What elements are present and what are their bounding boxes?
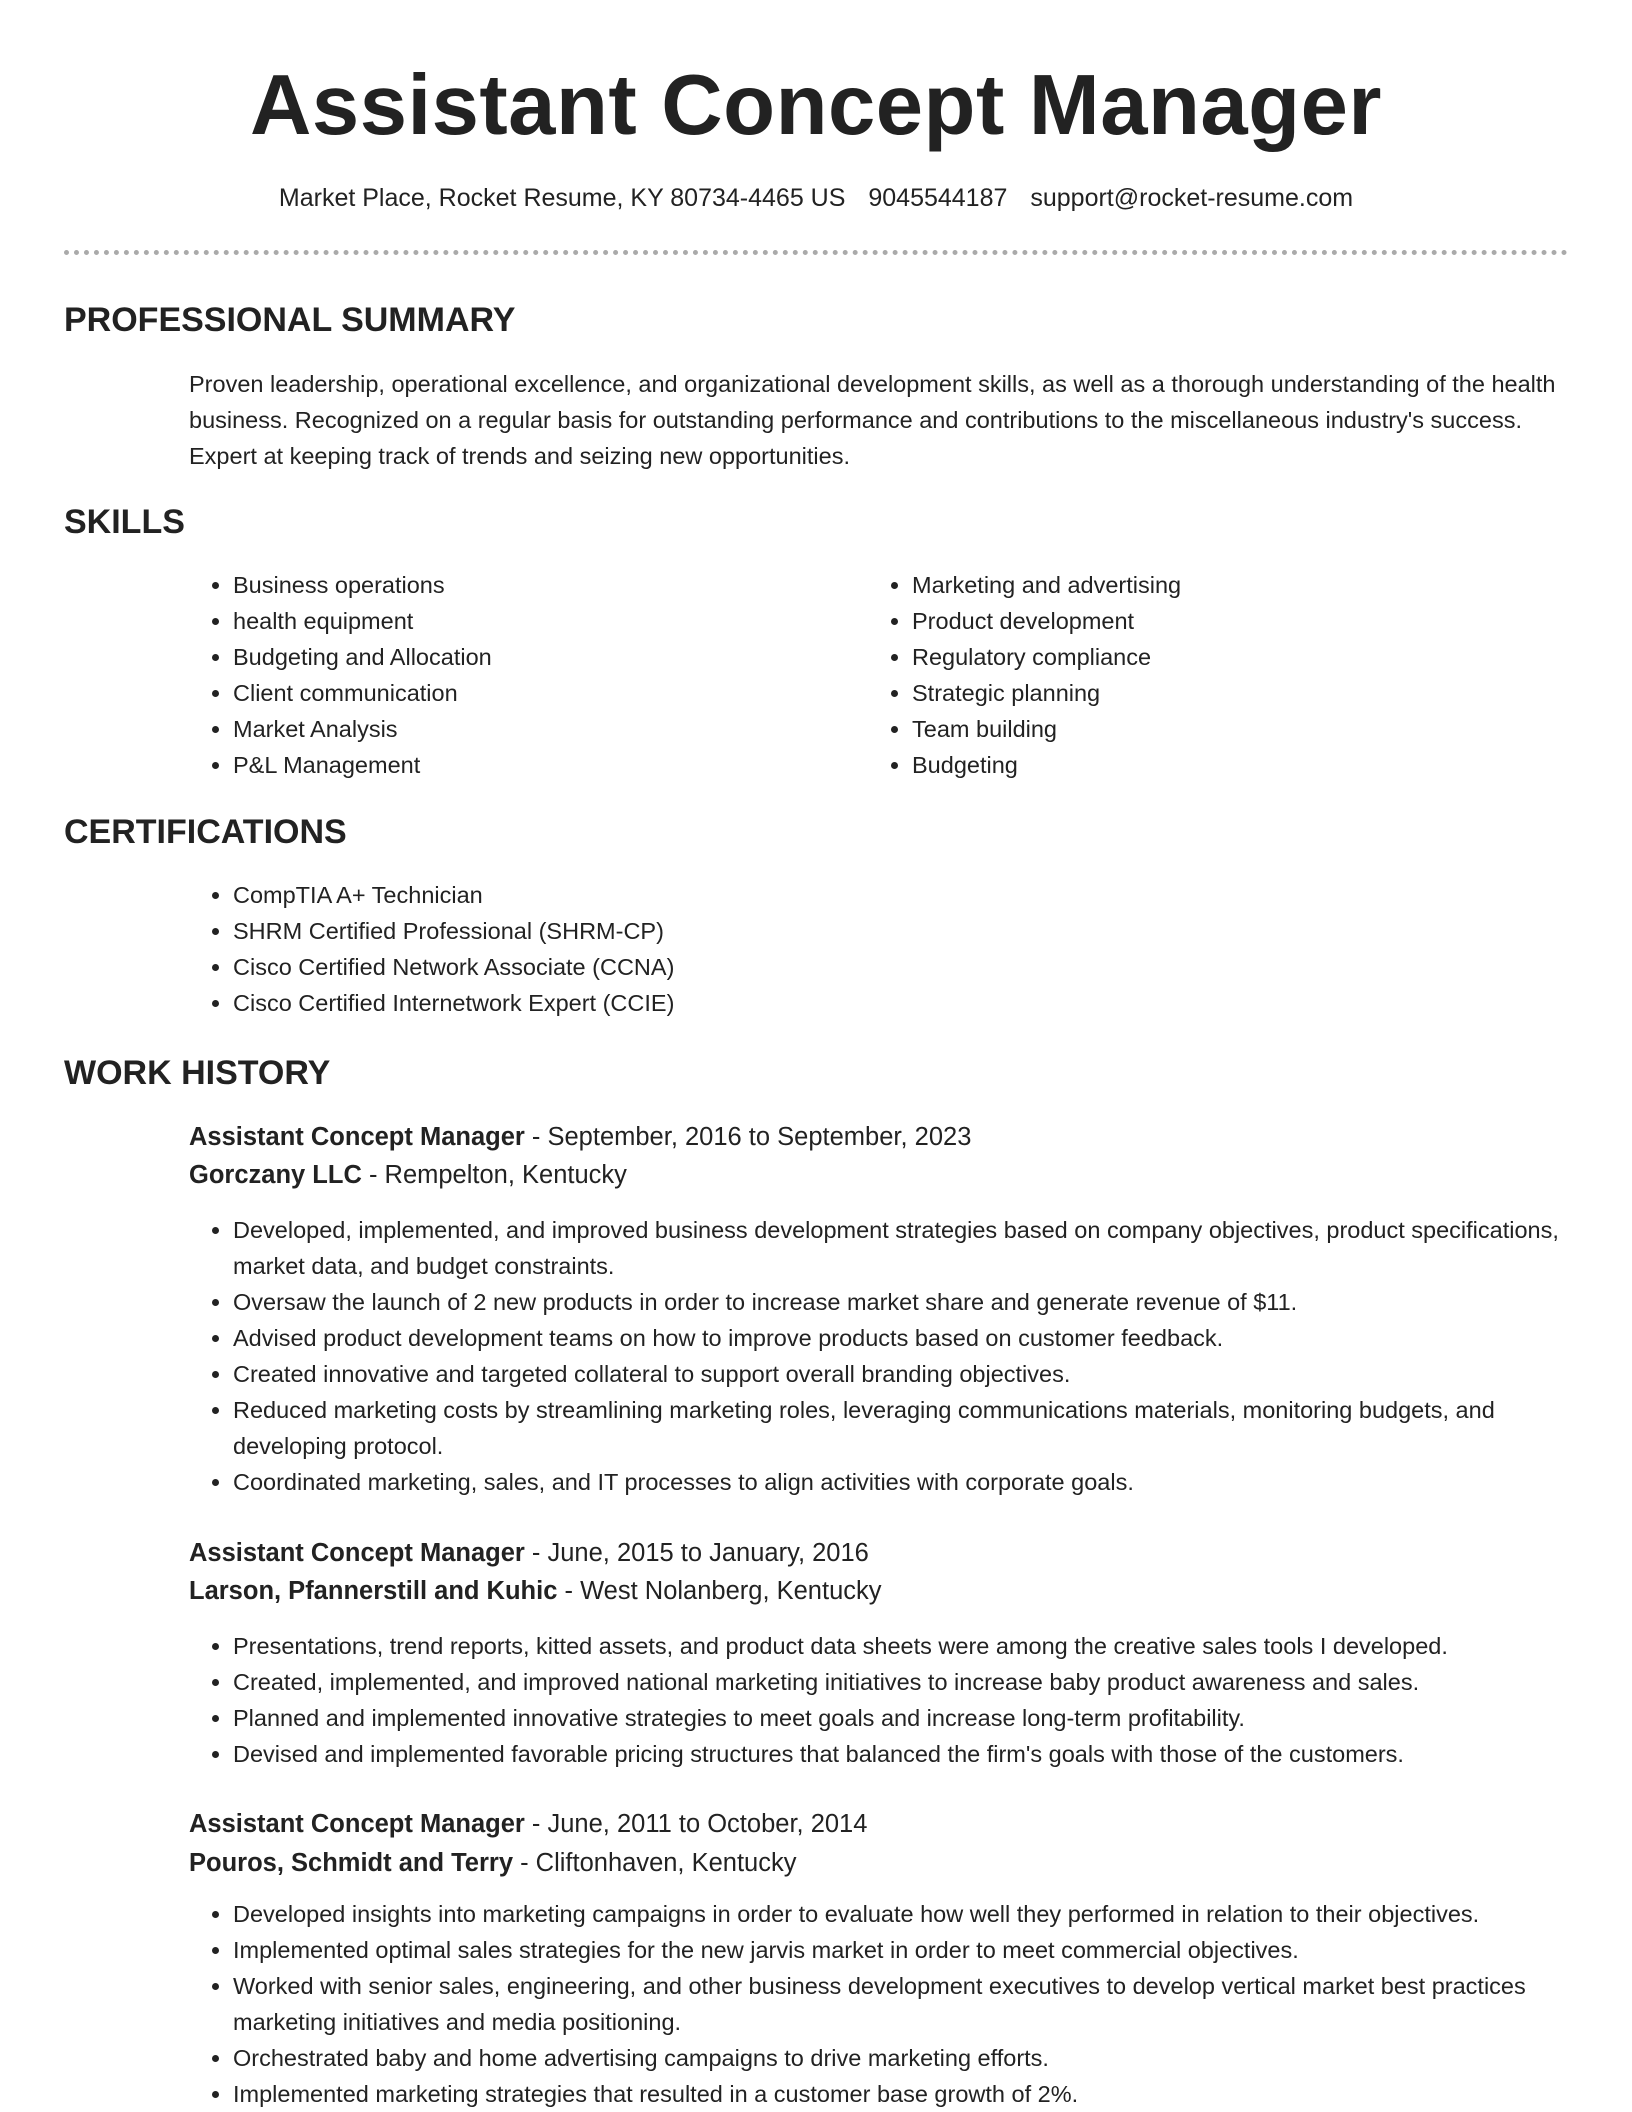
list-item: • Cisco Certified Network Associate (CCNA) <box>233 949 1533 985</box>
list-item: • Devised and implemented favorable pricing structures that balanced the firm's goals with those of the customers. <box>233 1736 1608 1772</box>
list-item: • Client communication <box>233 675 853 711</box>
list-item: • Orchestrated baby and home advertising campaigns to drive marketing efforts. <box>233 2040 1618 2076</box>
summary-text: Proven leadership, operational excellence, and organizational development skills, as well as a thorough understanding of the health business. Recognized on a regular basis for outstanding performance and contributions to the miscellaneous industry's success. Expert at keeping track of trends and seizing new opportunities. <box>189 371 1556 469</box>
list-item: • Business operations <box>233 567 853 603</box>
job-dates: - June, 2015 to January, 2016 <box>524 1539 869 1567</box>
list-item: • SHRM Certified Professional (SHRM-CP) <box>233 913 1533 949</box>
contact-phone: 9045544187 <box>868 184 1008 212</box>
job-duties-list <box>189 1212 1608 1500</box>
list-item: • Developed, implemented, and improved business development strategies based on company objectives, product specifications, market data, and budget constraints. <box>233 1212 1608 1284</box>
skills-list-right <box>868 567 1532 783</box>
job-location: - West Nolanberg, Kentucky <box>557 1577 882 1605</box>
contact-email: support@rocket-resume.com <box>1030 184 1354 212</box>
certifications-list <box>189 877 1533 1021</box>
job-company-line <box>189 1844 797 1882</box>
job-dates: - June, 2011 to October, 2014 <box>524 1810 868 1838</box>
job-title-line <box>189 1118 971 1156</box>
section-title-work-history: WORK HISTORY <box>64 1054 331 1092</box>
job-duties-list <box>189 1896 1618 2112</box>
resume-name: Assistant Concept Manager <box>250 58 1382 153</box>
section-title-certifications: CERTIFICATIONS <box>64 813 347 851</box>
list-item: • Advised product development teams on how to improve products based on customer feedback. <box>233 1320 1608 1356</box>
list-item: • P&L Management <box>233 747 853 783</box>
job-company-line <box>189 1156 627 1194</box>
job-company-line <box>189 1572 882 1610</box>
list-item: • Created innovative and targeted collateral to support overall branding objectives. <box>233 1356 1608 1392</box>
list-item: • Regulatory compliance <box>912 639 1532 675</box>
list-item: • Market Analysis <box>233 711 853 747</box>
list-item: • Implemented marketing strategies that resulted in a customer base growth of 2%. <box>233 2076 1618 2112</box>
list-item: • Strategic planning <box>912 675 1532 711</box>
contact-line <box>0 180 1632 216</box>
job-location: - Rempelton, Kentucky <box>361 1161 627 1189</box>
list-item: • Coordinated marketing, sales, and IT processes to align activities with corporate goals. <box>233 1464 1608 1500</box>
header-divider <box>64 250 1568 255</box>
skills-list-left <box>189 567 853 783</box>
job-company: Gorczany LLC <box>189 1161 362 1189</box>
list-item: • Budgeting and Allocation <box>233 639 853 675</box>
job-role: Assistant Concept Manager <box>189 1810 525 1838</box>
list-item: • Implemented optimal sales strategies for the new jarvis market in order to meet commercial objectives. <box>233 1932 1618 1968</box>
job-dates: - September, 2016 to September, 2023 <box>524 1123 972 1151</box>
job-title-line <box>189 1805 867 1843</box>
list-item: • Reduced marketing costs by streamlining marketing roles, leveraging communications materials, monitoring budgets, and developing protocol. <box>233 1392 1608 1464</box>
list-item: • Planned and implemented innovative strategies to meet goals and increase long-term profitability. <box>233 1700 1608 1736</box>
contact-address: Market Place, Rocket Resume, KY 80734-4465 US <box>278 184 846 212</box>
job-company: Pouros, Schmidt and Terry <box>189 1849 514 1877</box>
list-item: • Developed insights into marketing campaigns in order to evaluate how well they performed in relation to their objectives. <box>233 1896 1618 1932</box>
list-item: • Cisco Certified Internetwork Expert (CCIE) <box>233 985 1533 1021</box>
job-company: Larson, Pfannerstill and Kuhic <box>189 1577 558 1605</box>
section-title-summary: PROFESSIONAL SUMMARY <box>64 301 516 339</box>
list-item: • Worked with senior sales, engineering, and other business development executives to develop vertical market best practices marketing initiatives and media positioning. <box>233 1968 1618 2040</box>
list-item: • Presentations, trend reports, kitted assets, and product data sheets were among the creative sales tools I developed. <box>233 1628 1608 1664</box>
list-item: • CompTIA A+ Technician <box>233 877 1533 913</box>
list-item: • Created, implemented, and improved national marketing initiatives to increase baby product awareness and sales. <box>233 1664 1608 1700</box>
list-item: • health equipment <box>233 603 853 639</box>
job-role: Assistant Concept Manager <box>189 1539 525 1567</box>
list-item: • Oversaw the launch of 2 new products in order to increase market share and generate revenue of $11. <box>233 1284 1608 1320</box>
job-location: - Cliftonhaven, Kentucky <box>513 1849 797 1877</box>
list-item: • Budgeting <box>912 747 1532 783</box>
job-role: Assistant Concept Manager <box>189 1123 525 1151</box>
list-item: • Product development <box>912 603 1532 639</box>
list-item: • Marketing and advertising <box>912 567 1532 603</box>
list-item: • Team building <box>912 711 1532 747</box>
job-title-line <box>189 1534 869 1572</box>
job-duties-list <box>189 1628 1608 1772</box>
section-title-skills: SKILLS <box>64 503 185 541</box>
